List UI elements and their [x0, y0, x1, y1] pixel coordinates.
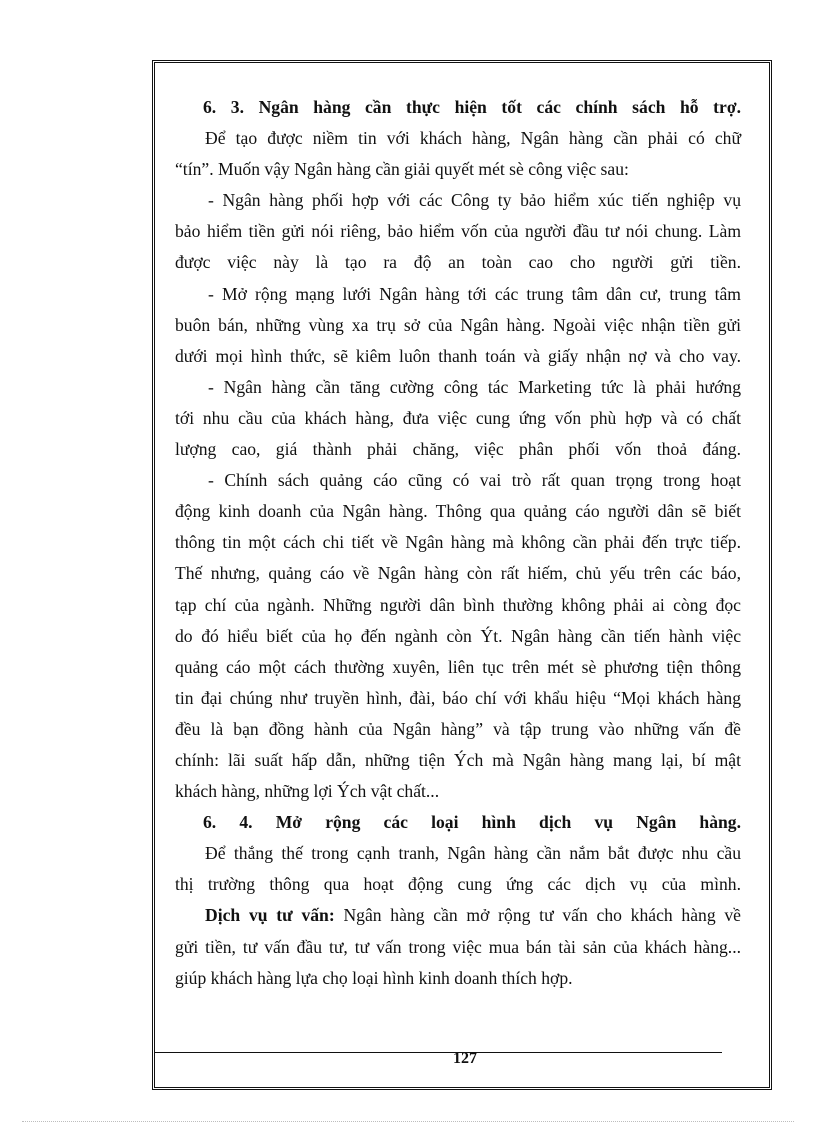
text-line: - Ngân hàng phối hợp với các Công ty bảo hiểm xúc tiến nghiệp vụ: [208, 190, 741, 211]
text-line: Để tạo được niềm tin với khách hàng, Ngân hàng cần phải có chữ: [205, 128, 741, 149]
text-line: tới nhu cầu của khách hàng, đưa việc cung ứng vốn phù hợp và có chất: [175, 407, 741, 428]
text-line-with-term: [175, 900, 741, 931]
text-line: quảng cáo một cách thường xuyên, liên tục trên mét sè phương tiện thông: [175, 656, 741, 677]
text-line: chính: lãi suất hấp dẫn, những tiện Ých mà Ngân hàng mang lại, bí mật: [175, 749, 741, 770]
page-number: 127: [453, 1050, 477, 1067]
text-line: tạp chí của ngành. Những người dân bình thường không phải ai còng đọc: [175, 594, 741, 615]
text-line: khách hàng, những lợi Ých vật chất...: [175, 781, 440, 802]
text-line: tin đại chúng như truyền hình, đài, báo chí với khẩu hiệu “Mọi khách hàng: [175, 687, 741, 708]
text-line: gửi tiền, tư vấn đầu tư, tư vấn trong việc mua bán tài sản của khách hàng...: [175, 936, 741, 957]
text-line: đều là bạn đồng hành của Ngân hàng” và tập trung vào những vấn đề: [175, 718, 741, 739]
text-line: giúp khách hàng lựa chọ loại hình kinh doanh thích hợp.: [175, 967, 573, 988]
text-line: - Mở rộng mạng lưới Ngân hàng tới các trung tâm dân cư, trung tâm: [208, 283, 741, 304]
text-line: - Chính sách quảng cáo cũng có vai trò rất quan trọng trong hoạt: [208, 470, 741, 491]
term-dich-vu-tu-van: Dịch vụ tư vấn:: [205, 905, 335, 926]
text-line: Thế nhưng, quảng cáo về Ngân hàng còn rất hiếm, chủ yếu trên các báo,: [175, 563, 741, 584]
text-line: - Ngân hàng cần tăng cường công tác Marketing tức là phải hướng: [208, 376, 741, 397]
text-line: buôn bán, những vùng xa trụ sở của Ngân hàng. Ngoài việc nhận tiền gửi: [175, 314, 741, 335]
document-body: [175, 92, 741, 994]
text-line: lượng cao, giá thành phải chăng, việc phân phối vốn thoả đáng.: [175, 439, 741, 460]
text-line: thông tin một cách chi tiết về Ngân hàng mà không cần phải đến trực tiếp.: [175, 532, 741, 553]
section-heading-6-3: 6. 3. Ngân hàng cần thực hiện tốt các chính sách hỗ trợ.: [203, 97, 741, 117]
text-line: Để thắng thế trong cạnh tranh, Ngân hàng cần nắm bắt được nhu cầu: [205, 843, 741, 864]
text-line: bảo hiểm tiền gửi nói riêng, bảo hiểm vốn của người đầu tư nói chung. Làm: [175, 221, 741, 242]
text-line: thị trường thông qua hoạt động cung ứng các dịch vụ của mình.: [175, 874, 741, 895]
text-line: được việc này là tạo ra độ an toàn cao cho người gửi tiền.: [175, 252, 741, 273]
text-line: dưới mọi hình thức, sẽ kiêm luôn thanh toán và giấy nhận nợ và cho vay.: [175, 345, 741, 366]
text-line: do đó hiểu biết của họ đến ngành còn Ýt. Ngân hàng cần tiến hành việc: [175, 625, 741, 646]
text-line: “tín”. Muốn vậy Ngân hàng cần giải quyết mét sè công việc sau:: [175, 159, 629, 180]
text-line: động kinh doanh của Ngân hàng. Thông qua quảng cáo người dân sẽ biết: [175, 501, 741, 522]
term-description: Ngân hàng cần mở rộng tư vấn cho khách hàng về: [334, 905, 741, 926]
section-heading-6-4: 6. 4. Mở rộng các loại hình dịch vụ Ngân hàng.: [203, 812, 741, 833]
page-break-line: [22, 1121, 794, 1122]
